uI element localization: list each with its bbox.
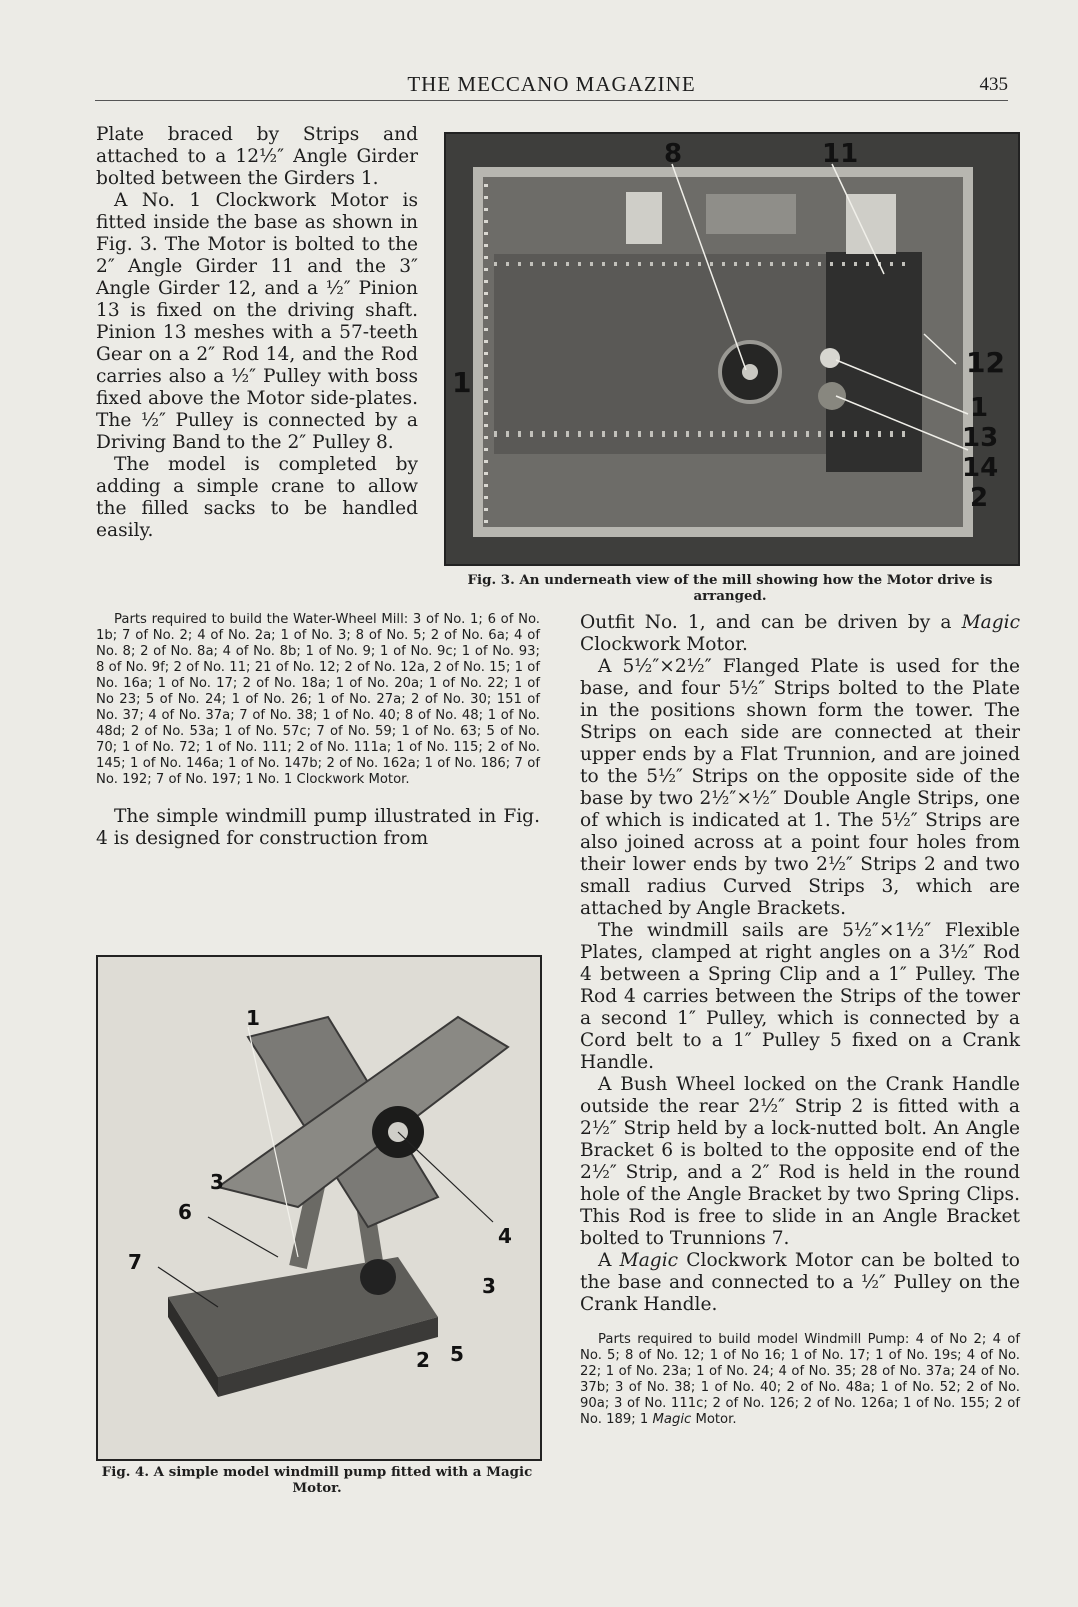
right-column (580, 612, 1020, 1428)
fig3-callout-12: 12 (966, 346, 1005, 379)
fig4-callout-6: 6 (178, 1200, 192, 1224)
outfit-text-start: Outfit No. 1, and can be driven by a (580, 612, 952, 633)
fig4-callout-7: 7 (128, 1250, 142, 1274)
page-header (95, 70, 1008, 101)
outfit-magic: Magic (961, 612, 1020, 633)
figure-4-photo (96, 955, 542, 1461)
paragraph-bush-wheel: A Bush Wheel locked on the Crank Handle outside the rear 2½″ Strip 2 is fitted with a 2½″ Strip held by a lock-nutted bolt. An Angle Bracket 6 is bolted to the opposite end of the 2½″ Strip, and a 2″ Rod is held in the round hole of the Angle Bracket by two Spring Clips. This Rod is free to slide in an Angle Bracket bolted to Trunnions 7. (580, 1074, 1020, 1249)
fig3-callout-14: 14 (962, 453, 999, 483)
figure-3-caption: Fig. 3. An underneath view of the mill showing how the Motor drive is arranged. (467, 572, 993, 604)
paragraph-windmill-intro: The simple windmill pump illustrated in Fig. 4 is designed for construction from (96, 806, 540, 849)
fig3-callout-13: 13 (962, 423, 999, 453)
parts-windmill-start: Parts required to build model Windmill Pump: 4 of No 2; 4 of No. 5; 8 of No. 12; 1 of No 16; 1 of No. 17; 1 of No. 19s; 4 of No. 22; 1 of No. 23a; 1 of No. 24; 4 of No. 35; 28 of No. 37a; 24 of No. 37b; 3 of No. 38; 1 of No. 40; 2 of No. 48a; 1 of No. 52; 2 of No. 90a; 3 of No. 111c; 2 of No. 126; 2 of No. 126a; 1 of No. 155; 2 of No. 189; 1 (580, 1332, 1020, 1427)
fig3-callout-2: 2 (970, 483, 989, 513)
figure-4-illustration (98, 957, 540, 1459)
fig4-callout-5: 5 (450, 1342, 464, 1366)
magic-motor-start: A (598, 1250, 612, 1271)
paragraph-base-tower: A 5½″×2½″ Flanged Plate is used for the base, and four 5½″ Strips bolted to the Plate in the positions shown form the tower. The Strips on each side are connected at their upper ends by a Flat Trunnion, and are joined to the 5½″ Strips on the opposite side of the base by two 2½″×½″ Double Angle Strips, one of which is indicated at 1. The 5½″ Strips are also joined across at a point four holes from their lower ends by two 2½″ Strips 2 and two small radius Curved Strips 3, which are attached by Angle Brackets. (580, 656, 1020, 919)
figure-3-photo (444, 132, 1020, 566)
outfit-text-end: Clockwork Motor. (580, 634, 748, 655)
paragraph-magic-motor (580, 1250, 1020, 1316)
paragraph-girder: Plate braced by Strips and attached to a 12½″ Angle Girder bolted between the Girders 1. (96, 124, 418, 189)
paragraph-motor: A No. 1 Clockwork Motor is fitted inside the base as shown in Fig. 3. The Motor is bolted to the 2″ Angle Girder 11 and the 3″ Angle Girder 12, and a ½″ Pinion 13 is fixed on the driving shaft. Pinion 13 meshes with a 57-teeth Gear on a 2″ Rod 14, and the Rod carries also a ½″ Pulley with boss fixed above the Motor side-plates. The ½″ Pulley is connected by a Driving Band to the 2″ Pulley 8. (96, 190, 418, 453)
paragraph-crane: The model is completed by adding a simple crane to allow the filled sacks to be handled easily. (96, 454, 418, 541)
left-column-top (96, 124, 418, 542)
left-column-mid (96, 612, 540, 850)
fig4-callout-3-right: 3 (482, 1274, 496, 1298)
magic-motor-magic: Magic (619, 1250, 679, 1271)
parts-windmill-magic: Magic (652, 1412, 692, 1427)
parts-windmill-end: Motor. (695, 1412, 737, 1427)
magazine-title: THE MECCANO MAGAZINE (407, 72, 696, 96)
figure-4-caption: Fig. 4. A simple model windmill pump fitted with a Magic Motor. (101, 1464, 533, 1496)
fig4-callout-1: 1 (246, 1006, 260, 1030)
magic-motor-end: Clockwork Motor can be bolted to the base and connected to a ½″ Pulley on the Crank Handle. (580, 1250, 1020, 1315)
fig4-callout-3-left: 3 (210, 1170, 224, 1194)
paragraph-outfit (580, 612, 1020, 656)
fig3-callout-8: 8 (664, 139, 683, 169)
fig4-callout-2: 2 (416, 1348, 430, 1372)
page-number: 435 (979, 74, 1008, 95)
parts-list-windmill (580, 1332, 1020, 1428)
fig3-callout-11: 11 (822, 139, 859, 169)
fig4-callout-4: 4 (498, 1224, 512, 1248)
parts-list-waterwheel: Parts required to build the Water-Wheel Mill: 3 of No. 1; 6 of No. 1b; 7 of No. 2; 4 of No. 2a; 1 of No. 3; 8 of No. 5; 2 of No. 6a; 4 of No. 8; 2 of No. 8a; 4 of No. 8b; 1 of No. 9; 1 of No. 9c; 1 of No. 93; 8 of No. 9f; 2 of No. 11; 21 of No. 12; 2 of No. 12a, 2 of No. 15; 1 of No. 16a; 1 of No. 17; 2 of No. 18a; 1 of No. 20a; 1 of No. 22; 1 of No 23; 5 of No. 24; 1 of No. 26; 1 of No. 27a; 2 of No. 30; 151 of No. 37; 4 of No. 37a; 7 of No. 38; 1 of No. 40; 8 of No. 48; 1 of No. 48d; 2 of No. 53a; 1 of No. 57c; 7 of No. 59; 1 of No. 63; 5 of No. 70; 1 of No. 72; 1 of No. 111; 2 of No. 111a; 1 of No. 115; 2 of No. 145; 1 of No. 146a; 1 of No. 147b; 2 of No. 162a; 1 of No. 186; 7 of No. 192; 7 of No. 197; 1 No. 1 Clockwork Motor. (96, 612, 540, 787)
fig3-callout-1-left: 1 (452, 366, 472, 399)
paragraph-sails: The windmill sails are 5½″×1½″ Flexible Plates, clamped at right angles on a 3½″ Rod 4 between a Spring Clip and a 1″ Pulley. The Rod 4 carries between the Strips of the tower a second 1″ Pulley, which is connected by a Cord belt to a 1″ Pulley 5 fixed on a Crank Handle. (580, 920, 1020, 1073)
fig3-callout-1-right: 1 (970, 393, 989, 423)
figure-3-illustration (446, 134, 1018, 564)
